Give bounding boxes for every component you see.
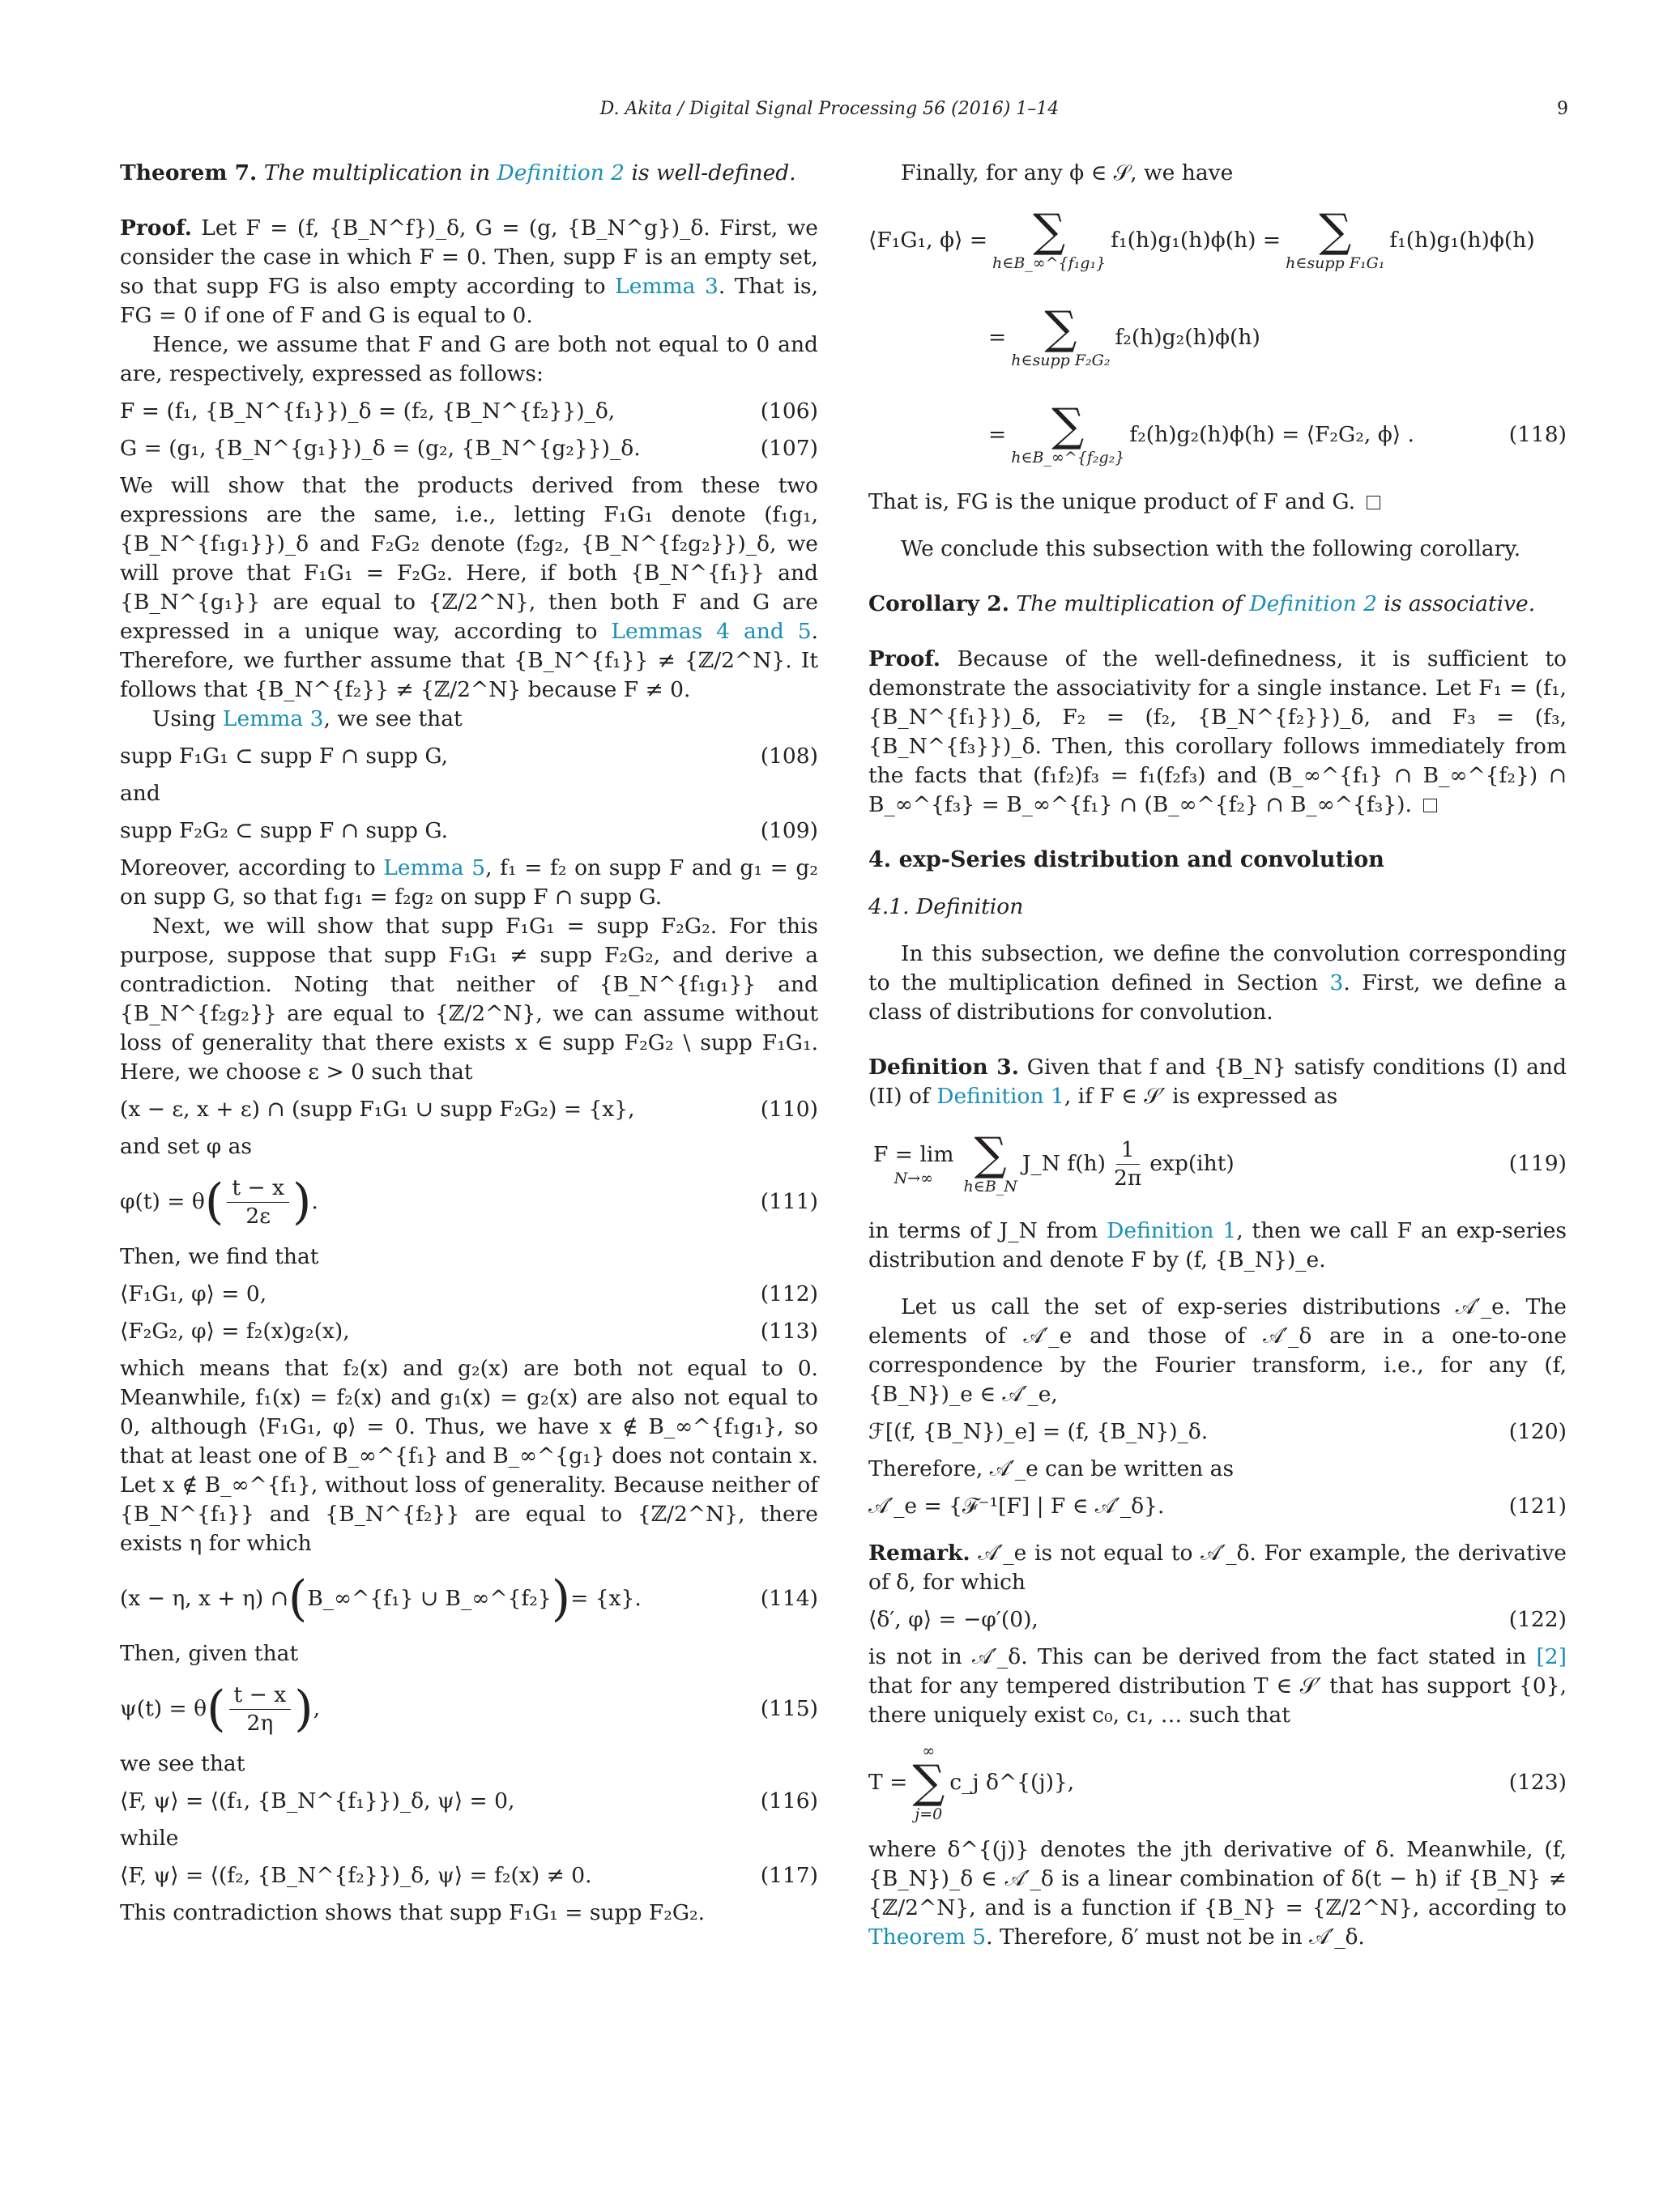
paragraph-text: is not in 𝒜′_δ. This can be derived from the fact stated in bbox=[868, 1644, 1537, 1669]
definition-text: Given that f and {B_N} satisfy conditions (I) and (II) of bbox=[868, 1055, 1567, 1109]
fraction-denominator: 2π bbox=[1113, 1165, 1142, 1191]
corollary-text: The multiplication of bbox=[1016, 591, 1250, 616]
paragraph-text-end: , we see that bbox=[323, 706, 463, 731]
sigma-symbol: ∑ bbox=[912, 1756, 945, 1809]
paragraph-text: in terms of J_N from bbox=[868, 1218, 1107, 1243]
equation-term: exp(iht) bbox=[1149, 1151, 1235, 1176]
text-then-given: Then, given that bbox=[120, 1641, 299, 1666]
link-reference-2[interactable]: [2] bbox=[1536, 1644, 1567, 1669]
equation-term: f₁(h)g₁(h)ϕ(h) bbox=[1389, 228, 1535, 253]
equation-number: (111) bbox=[760, 1189, 818, 1214]
sigma-symbol: ∑ bbox=[1033, 205, 1066, 258]
link-theorem-5[interactable]: Theorem 5 bbox=[868, 1924, 987, 1950]
summation bbox=[992, 205, 1107, 272]
equation-number: (107) bbox=[760, 436, 818, 461]
paragraph-products bbox=[120, 471, 818, 705]
text-set-phi: and set φ as bbox=[120, 1134, 252, 1159]
equation-number: (110) bbox=[760, 1097, 818, 1122]
qed-square-icon bbox=[1367, 496, 1380, 509]
summation bbox=[912, 1742, 945, 1823]
subsection-heading-4-1: 4.1. Definition bbox=[868, 894, 1024, 919]
equation-123 bbox=[868, 1738, 1567, 1827]
equation-number: (112) bbox=[760, 1281, 818, 1306]
fraction bbox=[229, 1681, 292, 1737]
left-paren: ( bbox=[204, 1174, 224, 1230]
equation-number: (117) bbox=[760, 1863, 818, 1888]
text-then: Then, we find that bbox=[120, 1244, 319, 1269]
equation-111 bbox=[120, 1170, 818, 1234]
limit bbox=[873, 1140, 954, 1187]
sigma-symbol: ∑ bbox=[1051, 399, 1085, 452]
link-definition-1[interactable]: Definition 1 bbox=[936, 1084, 1064, 1109]
right-paren: ) bbox=[292, 1174, 312, 1230]
equation-term: f₂(h)g₂(h)ϕ(h) bbox=[1115, 325, 1260, 350]
proof-label: Proof. bbox=[868, 646, 940, 671]
equation-number: (106) bbox=[760, 399, 818, 424]
sum-upper: ∞ bbox=[922, 1742, 936, 1760]
theorem-text-end: is well-defined. bbox=[625, 160, 796, 185]
limit-text: F = lim bbox=[873, 1142, 954, 1167]
proof-text: Let F = (f, {B_N^f})_δ, G = (g, {B_N^g})_δ. First, we consider the case in which F = 0. Then, supp F is an empty set, so that supp FG is also empty according to bbox=[120, 215, 818, 299]
right-paren: ) bbox=[551, 1571, 571, 1627]
equation-end: . bbox=[311, 1189, 318, 1214]
summation bbox=[1011, 302, 1111, 369]
remark-label: Remark. bbox=[868, 1541, 970, 1566]
equation-number: (109) bbox=[760, 818, 818, 843]
corollary-2 bbox=[868, 590, 1567, 619]
paragraph-text-end: , then we call F an exp-series distribution and denote F by (f, {B_N})_e. bbox=[868, 1218, 1567, 1272]
paragraph-moreover bbox=[120, 854, 818, 912]
summation bbox=[1011, 399, 1125, 467]
paragraph-text-end: . Therefore, we further assume that {B_N^{f₁}} ≠ {ℤ/2^N}. It follows that {B_N^{f₂}} ≠ {ℤ/2^N} because F ≠ 0. bbox=[120, 619, 818, 702]
remark bbox=[868, 1539, 1567, 1597]
equation-121 bbox=[868, 1492, 1567, 1521]
paragraph-set: Let us call the set of exp-series distributions 𝒜′_e. The elements of 𝒜′_e and those of 𝒜′_δ are in a one-to-one correspondence by the Fourier transform, i.e., for any (f, {B_N})_e ∈ 𝒜′_e, bbox=[868, 1294, 1567, 1407]
link-section-3[interactable]: 3 bbox=[1329, 970, 1344, 995]
sum-index: h∈B_∞^{f₁g₁} bbox=[992, 254, 1107, 272]
corollary-proof bbox=[868, 645, 1567, 820]
fraction-numerator: t − x bbox=[227, 1174, 289, 1203]
proof-text: Because of the well-definedness, it is sufficient to demonstrate the associativity for a single instance. Let F₁ = (f₁, {B_N^{f₁}})_δ, F₂ = (f₂, {B_N^{f₂}})_δ, and F₃ = (f₃, {B_N^{f₃}})_δ. Then, this corollary follows immediately from the facts that (f₁f₂)f₃ = f₁(f₂f₃) and (B_∞^{f₁} ∩ B_∞^{f₂}) ∩ B_∞^{f₃} = B_∞^{f₁} ∩ (B_∞^{f₂} ∩ B_∞^{f₃}). bbox=[868, 646, 1567, 817]
equation-114 bbox=[120, 1566, 818, 1631]
paragraph-text: Moreover, according to bbox=[120, 855, 384, 880]
text-and: and bbox=[120, 781, 160, 806]
sum-index: h∈B_N bbox=[963, 1178, 1017, 1196]
sigma-symbol: ∑ bbox=[1044, 302, 1077, 355]
proof-label: Proof. bbox=[120, 215, 192, 241]
paragraph-using-lemma bbox=[120, 705, 818, 734]
sum-index: h∈supp F₁G₁ bbox=[1286, 254, 1385, 272]
fraction bbox=[1109, 1136, 1146, 1192]
equation-122 bbox=[868, 1605, 1567, 1634]
equation-body: (x − ε, x + ε) ∩ (supp F₁G₁ ∪ supp F₂G₂) = {x}, bbox=[120, 1097, 635, 1122]
equation-body: F = (f₁, {B_N^{f₁}})_δ = (f₂, {B_N^{f₂}})_δ, bbox=[120, 399, 616, 424]
equation-body: 𝒜′_e = {ℱ⁻¹[F] | F ∈ 𝒜′_δ}. bbox=[868, 1494, 1165, 1519]
equation-body: supp F₂G₂ ⊂ supp F ∩ supp G. bbox=[120, 818, 448, 843]
equation-body bbox=[120, 1681, 320, 1737]
section-heading-4: 4. exp-Series distribution and convolution bbox=[868, 847, 1384, 872]
equation-117 bbox=[120, 1861, 818, 1890]
paragraph-text: That is, FG is the unique product of F and G. bbox=[868, 489, 1356, 514]
corollary-label: Corollary 2. bbox=[868, 591, 1009, 616]
paragraph-text: We will show that the products derived from these two expressions are the same, i.e., letting F₁G₁ denote (f₁g₁, {B_N^{f₁g₁}})_δ and F₂G₂ denote (f₂g₂, {B_N^{f₂g₂}})_δ, we will prove that F₁G₁ = F₂G₂. Here, if both {B_N^{f₁}} and {B_N^{g₁}} are equal to {ℤ/2^N}, then both F and G are expressed in a unique way, according to bbox=[120, 473, 818, 644]
equation-body bbox=[120, 1174, 318, 1230]
equation-number: (121) bbox=[1508, 1494, 1567, 1519]
equation-lhs: ⟨F₁G₁, ϕ⟩ = bbox=[868, 228, 988, 253]
equation-number: (119) bbox=[1508, 1151, 1567, 1176]
theorem-label: Theorem 7. bbox=[120, 160, 258, 185]
equation-term: c_j δ^{(j)}, bbox=[949, 1770, 1075, 1795]
equation-body bbox=[868, 205, 1535, 272]
qed-square-icon bbox=[1423, 799, 1437, 812]
summation bbox=[963, 1128, 1017, 1196]
equation-body bbox=[988, 302, 1260, 369]
equation-body: supp F₁G₁ ⊂ supp F ∩ supp G, bbox=[120, 744, 448, 769]
equation-number: (120) bbox=[1508, 1419, 1567, 1444]
equation-part: (x − η, x + η) ∩ bbox=[120, 1586, 288, 1611]
text-while: while bbox=[120, 1826, 179, 1851]
equation-body: ⟨δ′, φ⟩ = −φ′(0), bbox=[868, 1607, 1038, 1632]
fraction-denominator: 2ε bbox=[245, 1203, 271, 1229]
text-therefore: Therefore, 𝒜′_e can be written as bbox=[868, 1456, 1235, 1481]
equation-number: (115) bbox=[760, 1696, 818, 1721]
link-lemmas-4-5[interactable]: Lemmas 4 and 5 bbox=[611, 619, 812, 644]
equation-107 bbox=[120, 434, 818, 463]
paragraph-text-end: that for any tempered distribution T ∈ 𝒮′ that has support {0}, there uniquely exist c₀, c₁, … such that bbox=[868, 1673, 1567, 1728]
definition-label: Definition 3. bbox=[868, 1055, 1019, 1080]
link-lemma-3[interactable]: Lemma 3 bbox=[615, 274, 719, 299]
equation-number: (113) bbox=[760, 1319, 818, 1344]
equals-sign: = bbox=[988, 325, 1007, 350]
equation-body bbox=[120, 1571, 642, 1627]
equation-lhs: φ(t) = θ bbox=[120, 1189, 205, 1214]
equation-lhs: T = bbox=[868, 1770, 908, 1795]
equation-108 bbox=[120, 742, 818, 771]
left-column bbox=[120, 159, 818, 1928]
equation-number: (118) bbox=[1508, 422, 1567, 447]
theorem-7 bbox=[120, 159, 818, 188]
definition-3 bbox=[868, 1053, 1567, 1111]
paragraph-text: Using bbox=[152, 706, 223, 731]
paragraph-text: In this subsection, we define the convolution corresponding to the multiplication defined in Section bbox=[868, 941, 1567, 995]
link-lemma-5[interactable]: Lemma 5 bbox=[383, 855, 486, 880]
left-paren: ( bbox=[207, 1681, 226, 1737]
equation-number: (108) bbox=[760, 744, 818, 769]
paragraph-text-end: . First, we define a class of distributions for convolution. bbox=[868, 970, 1567, 1025]
equation-number: (123) bbox=[1508, 1770, 1567, 1795]
equation-115 bbox=[120, 1677, 818, 1741]
equation-term: f₁(h)g₁(h)ϕ(h) = bbox=[1111, 228, 1282, 253]
equation-part: = {x}. bbox=[570, 1586, 642, 1611]
equation-body: ⟨F, ψ⟩ = ⟨(f₁, {B_N^{f₁}})_δ, ψ⟩ = 0, bbox=[120, 1788, 515, 1813]
equation-body bbox=[868, 1128, 1235, 1196]
sigma-symbol: ∑ bbox=[1319, 205, 1352, 258]
equation-number: (122) bbox=[1508, 1607, 1567, 1632]
equation-106 bbox=[120, 397, 818, 426]
fraction-denominator: 2η bbox=[246, 1710, 274, 1736]
equation-lhs: ψ(t) = θ bbox=[120, 1696, 207, 1721]
paragraph-contradiction: This contradiction shows that supp F₁G₁ = supp F₂G₂. bbox=[120, 1900, 706, 1925]
equation-118-line-1 bbox=[868, 196, 1567, 285]
definition-text-end: , if F ∈ 𝒮′ is expressed as bbox=[1064, 1084, 1338, 1109]
paragraph-in-terms bbox=[868, 1217, 1567, 1275]
summation bbox=[1286, 205, 1385, 272]
link-definition-2[interactable]: Definition 2 bbox=[497, 160, 625, 185]
paragraph-assumption: Hence, we assume that F and G are both not equal to 0 and are, respectively, expressed as follows: bbox=[120, 332, 818, 386]
paragraph-which-means: which means that f₂(x) and g₂(x) are both not equal to 0. Meanwhile, f₁(x) = f₂(x) and g₁(x) = g₂(x) are also not equal to 0, although ⟨F₁G₁, φ⟩ = 0. Thus, we have x ∉ B_∞^{f₁g₁}, so that at least one of B_∞^{f₁} and B_∞^{g₁} does not contain x. Let x ∉ B_∞^{f₁}, without loss of generality. Because neither of {B_N^{f₁}} and {B_N^{f₂}} are equal to {ℤ/2^N}, there exists η for which bbox=[120, 1356, 818, 1556]
equation-120 bbox=[868, 1417, 1567, 1447]
link-definition-2b[interactable]: Definition 2 bbox=[1249, 591, 1377, 616]
equation-term: f₂(h)g₂(h)ϕ(h) = ⟨F₂G₂, ϕ⟩ . bbox=[1129, 422, 1414, 447]
equation-116 bbox=[120, 1787, 818, 1816]
paragraph-not-in bbox=[868, 1643, 1567, 1730]
equation-end: , bbox=[313, 1696, 321, 1721]
text-unique-product bbox=[868, 488, 1567, 517]
text-finally: Finally, for any ϕ ∈ 𝒮, we have bbox=[901, 160, 1234, 185]
link-definition-1b[interactable]: Definition 1 bbox=[1107, 1218, 1237, 1243]
fraction bbox=[227, 1174, 289, 1230]
equation-110 bbox=[120, 1095, 818, 1124]
equation-118-line-2 bbox=[868, 293, 1567, 382]
sum-index: j=0 bbox=[915, 1805, 943, 1823]
page-number: 9 bbox=[1557, 99, 1568, 119]
paragraph-text: where δ^{(j)} denotes the jth derivative of δ. Meanwhile, (f, {B_N})_δ ∈ 𝒜′_δ is a linear combination of δ(t − h) if {B_N} ≠ {ℤ/2^N}, and is a function if {B_N} = {ℤ/2^N}, according to bbox=[868, 1837, 1567, 1920]
equals-sign: = bbox=[988, 422, 1007, 447]
left-paren: ( bbox=[288, 1571, 308, 1627]
paragraph-definition-intro bbox=[868, 940, 1567, 1027]
fraction-numerator: t − x bbox=[229, 1681, 292, 1710]
equation-109 bbox=[120, 816, 818, 846]
paragraph-next: Next, we will show that supp F₁G₁ = supp F₂G₂. For this purpose, suppose that supp F₁G₁ ≠ supp F₂G₂, and derive a contradiction. Noting that neither of {B_N^{f₁g₁}} and {B_N^{f₂g₂}} are equal to {ℤ/2^N}, we can assume without loss of generality that there exists x ∈ supp F₂G₂ \ supp F₁G₁. Here, we choose ε > 0 such that bbox=[120, 914, 818, 1085]
equation-118-line-3 bbox=[868, 390, 1567, 479]
equation-number: (114) bbox=[760, 1586, 818, 1611]
proof-text-end: . That is, FG = 0 if one of F and G is equal to 0. bbox=[120, 274, 818, 328]
equation-part: B_∞^{f₁} ∪ B_∞^{f₂} bbox=[307, 1586, 552, 1611]
sum-index: h∈supp F₂G₂ bbox=[1011, 352, 1111, 369]
right-paren: ) bbox=[294, 1681, 313, 1737]
equation-body: ⟨F₂G₂, φ⟩ = f₂(x)g₂(x), bbox=[120, 1319, 350, 1344]
equation-body bbox=[868, 1742, 1074, 1823]
equation-113 bbox=[120, 1317, 818, 1346]
corollary-text-end: is associative. bbox=[1376, 591, 1536, 616]
paragraph-text-end: , f₁ = f₂ on supp F and g₁ = g₂ on supp G, so that f₁g₁ = f₂g₂ on supp F ∩ supp G. bbox=[120, 855, 818, 910]
proof-paragraph bbox=[120, 214, 818, 330]
equation-term: J_N f(h) bbox=[1021, 1151, 1106, 1176]
equation-body: ⟨F₁G₁, φ⟩ = 0, bbox=[120, 1281, 267, 1306]
sum-index: h∈B_∞^{f₂g₂} bbox=[1011, 449, 1125, 467]
equation-119 bbox=[868, 1119, 1567, 1208]
equation-112 bbox=[120, 1280, 818, 1309]
paragraph-where bbox=[868, 1835, 1567, 1952]
running-title: D. Akita / Digital Signal Processing 56 (2016) 1–14 bbox=[599, 99, 1060, 119]
paragraph-text-end: . Therefore, δ′ must not be in 𝒜′_δ. bbox=[986, 1924, 1365, 1950]
fraction-numerator: 1 bbox=[1116, 1136, 1140, 1165]
equation-body: ⟨F, ψ⟩ = ⟨(f₂, {B_N^{f₂}})_δ, ψ⟩ = f₂(x) ≠ 0. bbox=[120, 1863, 592, 1888]
link-lemma-3b[interactable]: Lemma 3 bbox=[222, 706, 324, 731]
running-header bbox=[0, 99, 1659, 123]
text-conclude: We conclude this subsection with the following corollary. bbox=[901, 536, 1521, 561]
equation-body bbox=[988, 399, 1414, 467]
theorem-text: The multiplication in bbox=[263, 160, 497, 185]
limit-index: N→∞ bbox=[893, 1170, 933, 1187]
equation-body: G = (g₁, {B_N^{g₁}})_δ = (g₂, {B_N^{g₂}})_δ. bbox=[120, 436, 641, 461]
equation-number: (116) bbox=[760, 1788, 818, 1813]
right-column bbox=[868, 159, 1567, 1952]
equation-body: ℱ[(f, {B_N})_e] = (f, {B_N})_δ. bbox=[868, 1419, 1209, 1444]
text-we-see: we see that bbox=[120, 1751, 245, 1776]
remark-text: 𝒜′_e is not equal to 𝒜′_δ. For example, the derivative of δ, for which bbox=[868, 1541, 1567, 1595]
sigma-symbol: ∑ bbox=[974, 1128, 1007, 1181]
